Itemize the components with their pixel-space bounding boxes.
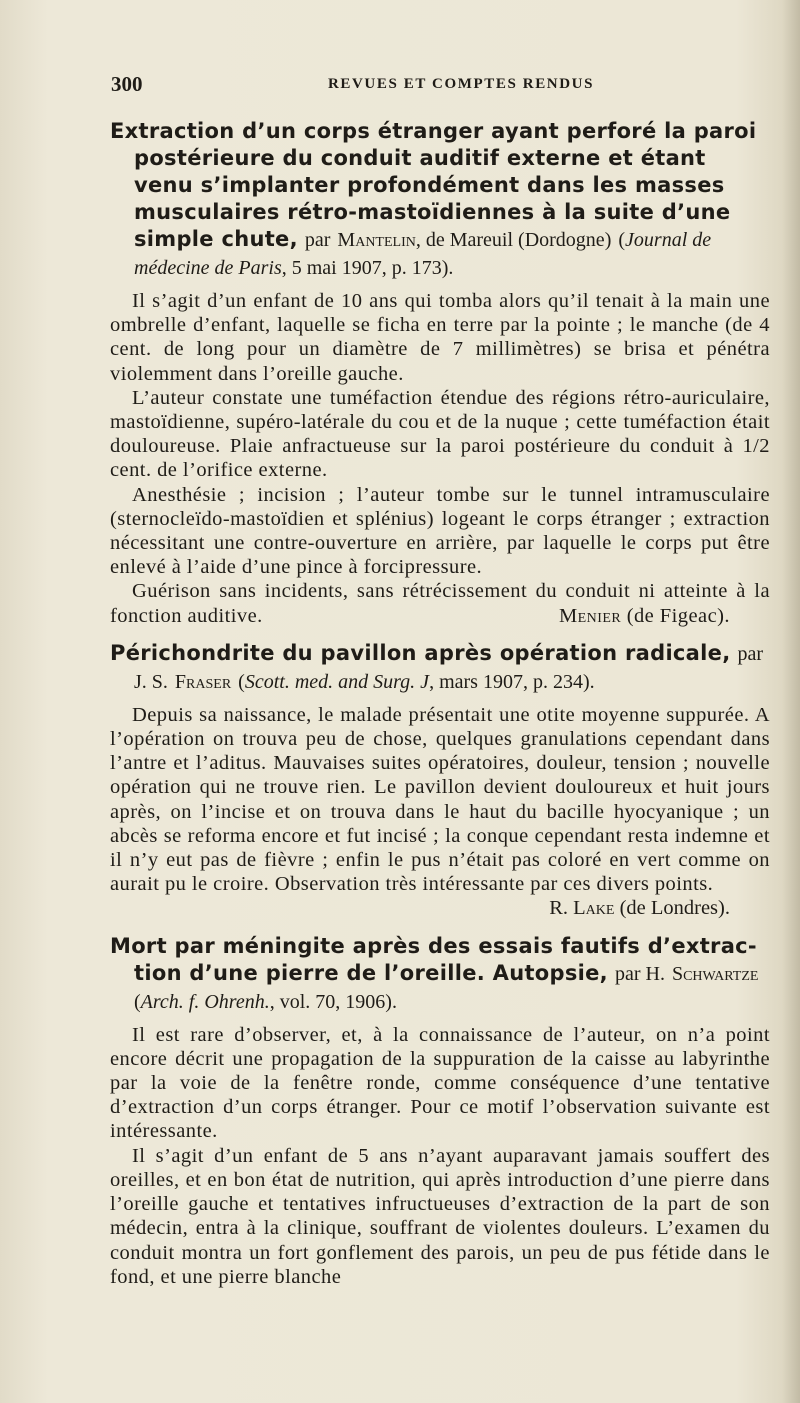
article-2-journal: Scott. med. and Surg. J [244,670,430,693]
article-3-source-details: , vol. 70, 1906). [269,990,397,1013]
article-2-by: par J. S. [134,642,764,693]
article-2-source-open: ( [238,670,245,693]
article-3 [110,933,770,1289]
article-1-paragraph-1: Il s’agit d’un enfant de 10 ans qui tomba alors qu’il tenait à la main une ombrelle d’enfant, laquelle se ficha en terre par la pointe ; le manche (de 4 cent. de long pour un diamètre de 7 millimètres) se brisa et pénétra violemment dans l’oreille gauche. [110,290,770,385]
article-1-source-details: , 5 mai 1907, p. 173). [281,257,454,279]
article-2-author: Fraser [174,670,232,693]
article-1-author-suffix: , de Mareuil (Dordogne) [415,229,612,251]
article-2 [110,640,770,921]
article-3-author: Schwartze [671,962,759,985]
article-3-heading [110,933,770,1016]
article-3-title: Mort par méningite après des essais fautifs d’extraction d’une pierre de l’oreille. Autopsie, [110,933,757,985]
article-1-signature-place: (de Figeac). [621,604,730,627]
article-2-signature-initial: R. [549,897,569,920]
article-2-heading [110,640,770,696]
page-spine-shadow [782,0,800,1403]
article-1-author: Mantelin [337,229,416,251]
article-1-title: Extraction d’un corps étranger ayant perforé la paroi postérieure du conduit auditif externe et étant venu s’implanter profondément dans les masses musculaires rétro-mastoïdiennes à la suite d’une simple chute, [110,119,757,251]
article-1 [110,118,770,628]
page-header [111,72,771,98]
article-1-by: par [304,229,331,251]
article-1-paragraph-4 [110,579,770,627]
article-1-source-open: ( [618,229,626,251]
article-2-source-details: , mars 1907, p. 234). [429,670,595,693]
article-3-source-open: ( [134,990,141,1013]
article-1-heading [110,118,770,282]
article-2-title: Périchondrite du pavillon après opération radicale, [110,640,731,665]
article-1-paragraph-4-text: Guérison sans incidents, sans rétrécissement du conduit ni atteinte à la fonction auditive. [110,580,770,627]
article-1-signature-name: Menier [558,604,622,627]
running-head: REVUES ET COMPTES RENDUS [327,76,595,92]
article-3-paragraph-2: Il s’agit d’un enfant de 5 ans n’ayant auparavant jamais souffert des oreilles, et en bon état de nutrition, qui après introduction d’une pierre dans l’oreille gauche et tentatives infructueuses d’extraction de la part de son médecin, entra à la clinique, souffrant de violentes douleurs. L’examen du conduit montra un fort gonflement des parois, un peu de pus fétide dans le fond, et une pierre blanche [110,1144,770,1288]
article-2-paragraph-1: Depuis sa naissance, le malade présentait une otite moyenne suppurée. A l’opération on trouva peu de chose, quelques granulations cependant dans l’antre et l’aditus. Mauvaises suites opératoires, douleur, tension ; nouvelle opération qui ne trouve rien. Le pavillon devient douloureux et huit jours après, on l’incise et on trouva dans le haut du bacille hyocyanique ; un abcès se reforma encore et fut incisé ; la conque cependant resta indemne et il n’y eut pas de fièvre ; enfin le pus n’était pas coloré en vert comme on aurait pu le croire. Observation très intéressante par ces divers points. [110,703,770,896]
article-1-paragraph-2: L’auteur constate une tuméfaction étendue des régions rétro-auriculaire, mastoïdienne, supéro-latérale du cou et de la nuque ; cette tuméfaction était douloureuse. Plaie anfractueuse sur la paroi postérieure du conduit à 1/2 cent. de l’orifice externe. [110,386,770,482]
article-2-signature [110,896,770,920]
article-1-journal: Journal de médecine de Paris [134,229,712,279]
article-3-paragraph-1: Il est rare d’observer, et, à la connaissance de l’auteur, on n’a point encore décrit une propagation de la suppuration de la caisse au labyrinthe par la voie de la fenêtre ronde, comme conséquence d’une tentative d’extraction d’un corps étranger. Pour ce motif l’observation suivante est intéressante. [110,1023,770,1143]
article-3-journal: Arch. f. Ohrenh. [140,990,270,1013]
page-content [110,118,770,1289]
article-2-signature-place: (de Londres). [614,897,730,920]
article-3-by: par H. [614,962,665,985]
article-1-paragraph-3: Anesthésie ; incision ; l’auteur tombe sur le tunnel intramusculaire (sternocleïdo-mastoïdien et splénius) logeant le corps étranger ; extraction nécessitant une contre-ouverture en arrière, par laquelle le corps put être enlevé à l’aide d’une pince à forcipressure. [110,483,770,579]
page-number: 300 [111,72,143,96]
article-1-signature [537,604,730,628]
article-2-signature-name: Lake [573,897,615,920]
